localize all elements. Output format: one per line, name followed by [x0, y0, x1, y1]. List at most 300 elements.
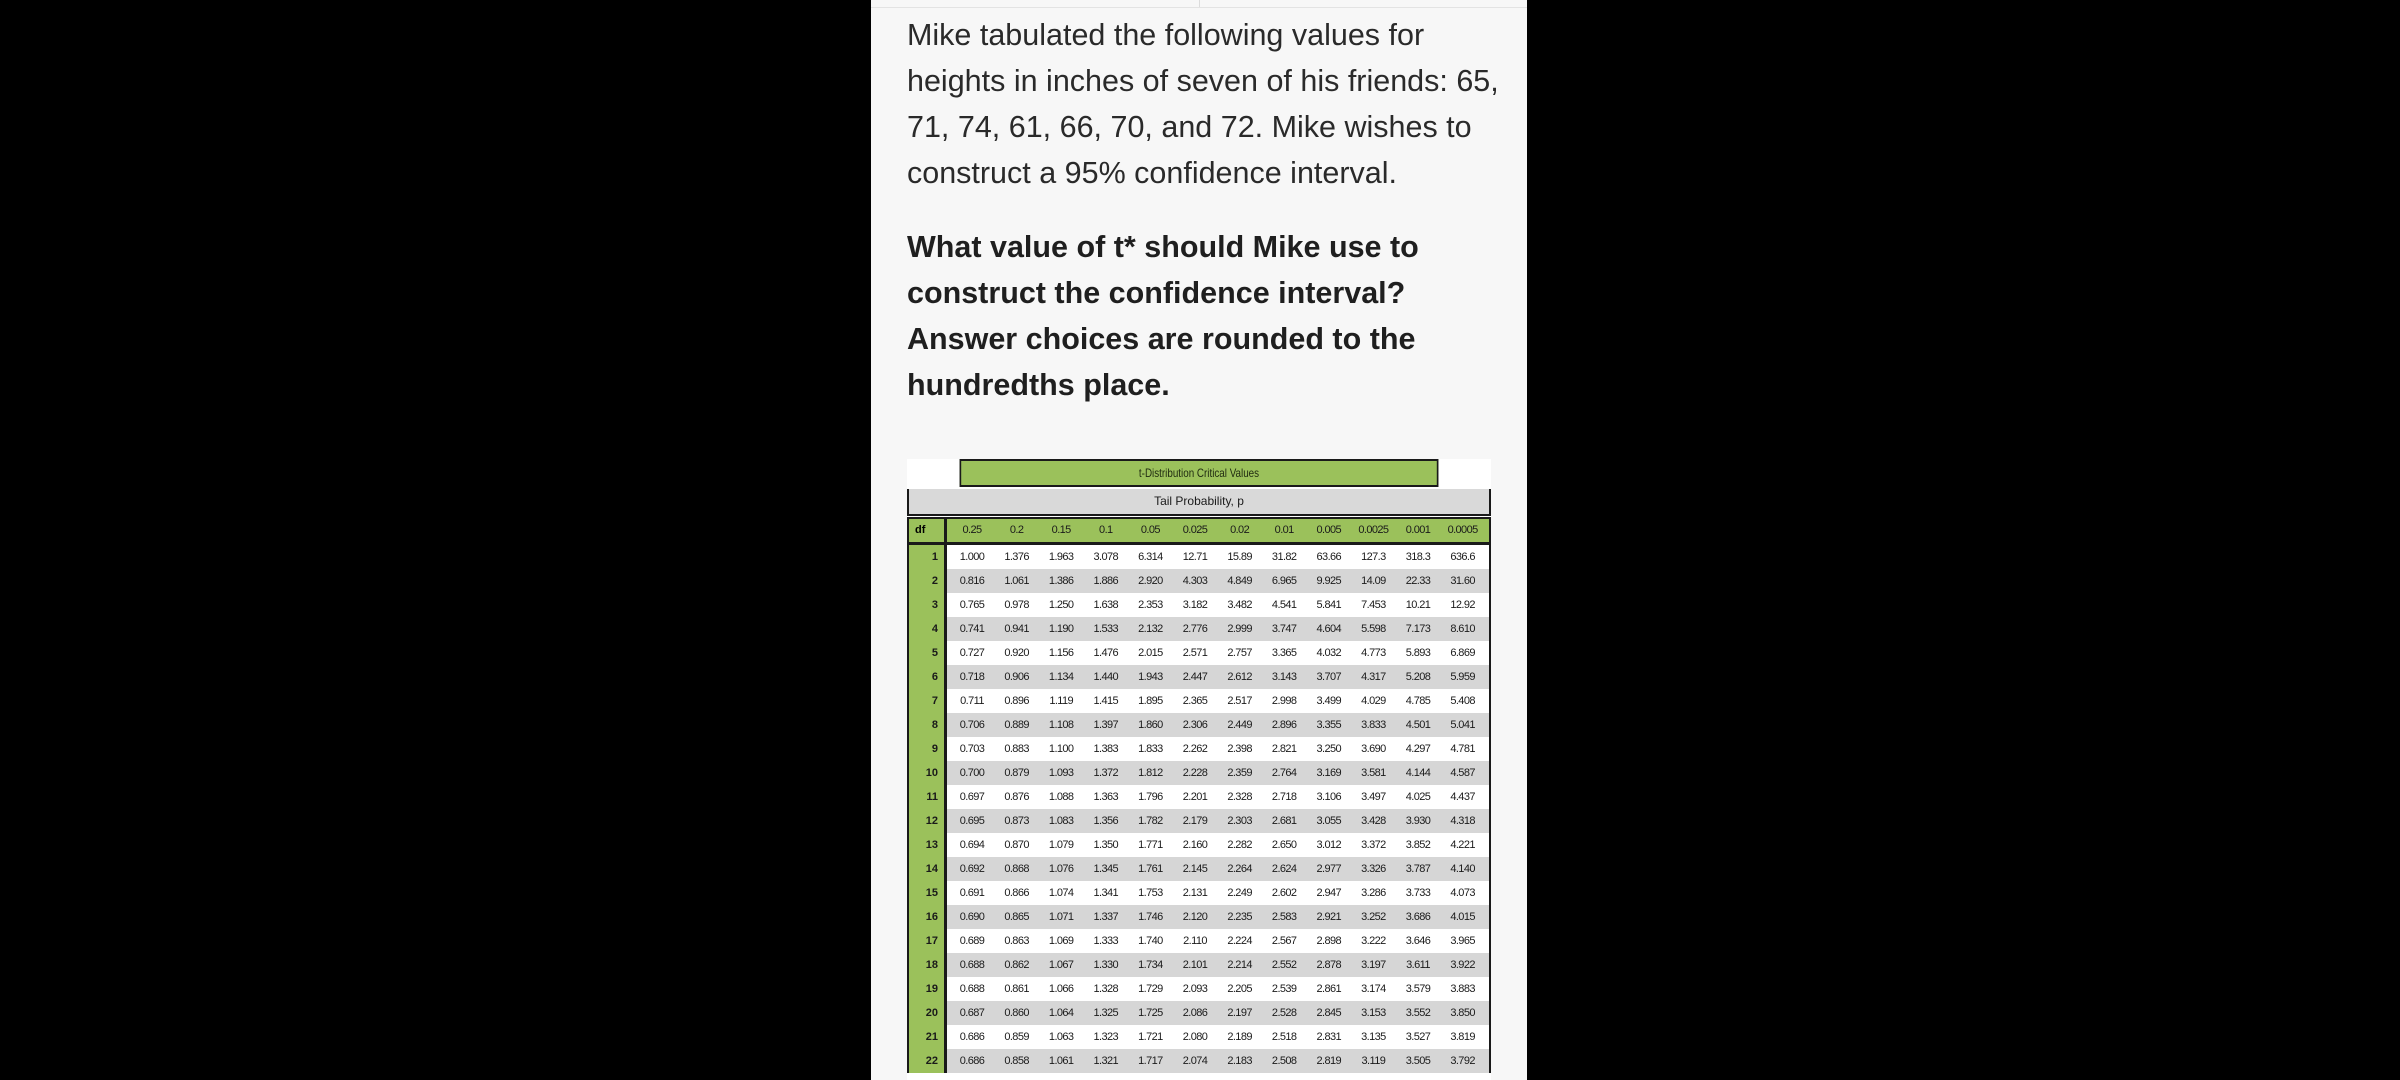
- table-cell: 2.998: [1271, 695, 1297, 707]
- df-cell: 16: [909, 905, 947, 929]
- table-row: [907, 857, 1491, 881]
- table-cell: 4.303: [1182, 575, 1208, 587]
- table-cell: 1.886: [1093, 575, 1119, 587]
- table-cell: 4.437: [1450, 791, 1475, 803]
- table-cell: 1.761: [1138, 863, 1163, 875]
- table-cell: 2.306: [1182, 719, 1208, 731]
- column-header: 0.0025: [1358, 524, 1389, 536]
- table-cell: 1.350: [1093, 839, 1119, 851]
- df-cell: 1: [909, 545, 947, 569]
- table-cell: 2.896: [1271, 719, 1297, 731]
- table-cell: 2.449: [1227, 719, 1252, 731]
- table-cell: 31.60: [1450, 575, 1475, 587]
- table-cell: 0.906: [1004, 671, 1029, 683]
- table-cell: 0.741: [959, 623, 985, 635]
- table-cell: 2.612: [1227, 671, 1252, 683]
- table-cell: 0.920: [1004, 647, 1029, 659]
- table-cell: 1.337: [1093, 911, 1119, 923]
- table-cell: 1.069: [1048, 935, 1074, 947]
- table-cell: 0.687: [959, 1007, 985, 1019]
- table-row: [907, 977, 1491, 1001]
- table-row: [907, 761, 1491, 785]
- table-cell: 3.143: [1271, 671, 1297, 683]
- table-cell: 3.169: [1316, 767, 1342, 779]
- table-cell: 3.497: [1361, 791, 1386, 803]
- df-cell: 21: [909, 1025, 947, 1049]
- table-cell: 2.583: [1271, 911, 1297, 923]
- table-cell: 3.965: [1450, 935, 1475, 947]
- table-cell: 0.861: [1004, 983, 1029, 995]
- df-cell: 8: [909, 713, 947, 737]
- table-cell: 3.174: [1361, 983, 1386, 995]
- df-cell: 6: [909, 665, 947, 689]
- table-cell: 4.025: [1405, 791, 1431, 803]
- table-cell: 2.650: [1271, 839, 1297, 851]
- table-cell: 0.718: [959, 671, 985, 683]
- table-cell: 4.073: [1450, 887, 1475, 899]
- table-cell: 4.029: [1361, 695, 1386, 707]
- table-cell: 3.250: [1316, 743, 1342, 755]
- column-header: 0.2: [1009, 524, 1024, 536]
- table-cell: 318.3: [1405, 551, 1431, 563]
- table-title: t-Distribution Critical Values: [960, 459, 1439, 487]
- table-cell: 0.691: [959, 887, 985, 899]
- table-cell: 1.833: [1138, 743, 1163, 755]
- table-cell: 4.541: [1271, 599, 1297, 611]
- table-cell: 1.533: [1093, 623, 1119, 635]
- table-cell: 2.160: [1182, 839, 1208, 851]
- table-cell: 2.235: [1227, 911, 1252, 923]
- table-cell: 2.303: [1227, 815, 1252, 827]
- table-cell: 4.317: [1361, 671, 1386, 683]
- table-cell: 2.179: [1182, 815, 1208, 827]
- table-cell: 3.833: [1361, 719, 1386, 731]
- table-cell: 2.571: [1182, 647, 1208, 659]
- table-cell: 1.363: [1093, 791, 1119, 803]
- table-cell: 14.09: [1361, 575, 1386, 587]
- table-cell: 4.785: [1405, 695, 1431, 707]
- table-cell: 6.965: [1271, 575, 1297, 587]
- table-cell: 2.264: [1227, 863, 1252, 875]
- table-cell: 2.086: [1182, 1007, 1208, 1019]
- table-cell: 2.228: [1182, 767, 1208, 779]
- table-cell: 0.978: [1004, 599, 1029, 611]
- table-cell: 2.977: [1316, 863, 1342, 875]
- table-cell: 2.224: [1227, 935, 1252, 947]
- table-cell: 5.841: [1316, 599, 1342, 611]
- table-row: [907, 929, 1491, 953]
- table-cell: 3.690: [1361, 743, 1386, 755]
- df-cell: 22: [909, 1049, 947, 1073]
- column-header: 0.0005: [1447, 524, 1478, 536]
- table-cell: 3.078: [1093, 551, 1119, 563]
- df-cell: 20: [909, 1001, 947, 1025]
- table-cell: 0.865: [1004, 911, 1029, 923]
- table-cell: 2.681: [1271, 815, 1297, 827]
- table-cell: 636.6: [1450, 551, 1475, 563]
- table-cell: 0.870: [1004, 839, 1029, 851]
- table-cell: 0.858: [1004, 1055, 1029, 1067]
- table-cell: 2.878: [1316, 959, 1342, 971]
- table-cell: 2.359: [1227, 767, 1252, 779]
- table-cell: 1.108: [1048, 719, 1074, 731]
- table-cell: 2.861: [1316, 983, 1342, 995]
- table-cell: 2.183: [1227, 1055, 1252, 1067]
- table-cell: 2.539: [1271, 983, 1297, 995]
- table-cell: 2.080: [1182, 1031, 1208, 1043]
- table-cell: 1.440: [1093, 671, 1119, 683]
- table-cell: 1.476: [1093, 647, 1119, 659]
- table-cell: 3.106: [1316, 791, 1342, 803]
- table-cell: 3.527: [1405, 1031, 1431, 1043]
- table-cell: 1.796: [1138, 791, 1163, 803]
- df-cell: 15: [909, 881, 947, 905]
- table-cell: 1.860: [1138, 719, 1163, 731]
- table-cell: 1.000: [959, 551, 985, 563]
- table-cell: 4.781: [1450, 743, 1475, 755]
- table-cell: 0.700: [959, 767, 985, 779]
- table-row: [907, 593, 1491, 617]
- df-cell: 5: [909, 641, 947, 665]
- table-row: [907, 569, 1491, 593]
- table-cell: 3.012: [1316, 839, 1342, 851]
- table-cell: 0.703: [959, 743, 985, 755]
- table-cell: 0.686: [959, 1031, 985, 1043]
- table-cell: 5.598: [1361, 623, 1386, 635]
- table-cell: 3.686: [1405, 911, 1431, 923]
- table-cell: 2.131: [1182, 887, 1208, 899]
- table-cell: 0.711: [960, 695, 984, 707]
- table-cell: 2.508: [1271, 1055, 1297, 1067]
- table-cell: 0.889: [1004, 719, 1029, 731]
- table-row: [907, 641, 1491, 665]
- table-cell: 3.153: [1361, 1007, 1386, 1019]
- column-header: 0.15: [1051, 524, 1071, 536]
- table-cell: 3.883: [1450, 983, 1475, 995]
- table-cell: 1.074: [1048, 887, 1074, 899]
- table-cell: 1.156: [1048, 647, 1074, 659]
- table-row: [907, 881, 1491, 905]
- column-header: 0.1: [1099, 524, 1113, 536]
- table-cell: 3.182: [1182, 599, 1208, 611]
- table-row: [907, 1049, 1491, 1073]
- table-cell: 2.214: [1227, 959, 1252, 971]
- t-distribution-table-image: [907, 459, 1491, 1080]
- table-cell: 2.920: [1138, 575, 1163, 587]
- table-cell: 2.015: [1138, 647, 1163, 659]
- df-cell: 7: [909, 689, 947, 713]
- table-row: [907, 665, 1491, 689]
- table-cell: 1.250: [1048, 599, 1074, 611]
- table-cell: 3.922: [1450, 959, 1475, 971]
- table-cell: 0.883: [1004, 743, 1029, 755]
- table-cell: 1.325: [1093, 1007, 1119, 1019]
- table-cell: 0.816: [959, 575, 985, 587]
- table-cell: 1.071: [1048, 911, 1074, 923]
- table-cell: 2.353: [1138, 599, 1163, 611]
- table-cell: 1.190: [1048, 623, 1074, 635]
- table-cell: 3.646: [1405, 935, 1431, 947]
- table-cell: 7.173: [1405, 623, 1431, 635]
- table-cell: 3.707: [1316, 671, 1342, 683]
- table-cell: 2.776: [1182, 623, 1208, 635]
- table-cell: 1.725: [1138, 1007, 1163, 1019]
- table-cell: 4.032: [1316, 647, 1342, 659]
- table-cell: 3.326: [1361, 863, 1386, 875]
- table-cell: 2.074: [1182, 1055, 1208, 1067]
- table-cell: 4.501: [1405, 719, 1431, 731]
- table-cell: 0.706: [959, 719, 985, 731]
- df-cell: 11: [909, 785, 947, 809]
- df-column-header: df: [909, 519, 947, 542]
- table-cell: 1.943: [1138, 671, 1163, 683]
- table-cell: 4.297: [1405, 743, 1431, 755]
- table-cell: 7.453: [1361, 599, 1386, 611]
- df-cell: 9: [909, 737, 947, 761]
- table-cell: 0.697: [959, 791, 985, 803]
- table-cell: 1.746: [1138, 911, 1163, 923]
- table-cell: 3.819: [1450, 1031, 1475, 1043]
- table-cell: 2.249: [1227, 887, 1252, 899]
- table-cell: 0.868: [1004, 863, 1029, 875]
- table-cell: 3.850: [1450, 1007, 1475, 1019]
- table-cell: 4.221: [1450, 839, 1475, 851]
- table-cell: 5.893: [1405, 647, 1431, 659]
- table-cell: 1.721: [1138, 1031, 1163, 1043]
- table-cell: 0.688: [959, 959, 985, 971]
- table-cell: 1.771: [1138, 839, 1163, 851]
- top-divider: [871, 7, 1527, 8]
- table-cell: 0.689: [959, 935, 985, 947]
- table-cell: 31.82: [1271, 551, 1297, 563]
- table-cell: 4.604: [1316, 623, 1342, 635]
- table-row: [907, 833, 1491, 857]
- table-cell: 1.415: [1093, 695, 1119, 707]
- table-cell: 127.3: [1361, 551, 1386, 563]
- df-cell: 18: [909, 953, 947, 977]
- table-cell: 3.733: [1405, 887, 1431, 899]
- table-cell: 2.552: [1271, 959, 1297, 971]
- table-cell: 1.061: [1048, 1055, 1074, 1067]
- table-cell: 1.061: [1004, 575, 1029, 587]
- table-cell: 3.365: [1271, 647, 1297, 659]
- table-cell: 0.686: [959, 1055, 985, 1067]
- column-header: 0.25: [962, 524, 982, 536]
- table-cell: 2.999: [1227, 623, 1252, 635]
- table-cell: 2.757: [1227, 647, 1252, 659]
- table-cell: 4.587: [1450, 767, 1475, 779]
- table-cell: 1.321: [1093, 1055, 1119, 1067]
- table-cell: 2.201: [1182, 791, 1208, 803]
- table-cell: 0.765: [959, 599, 985, 611]
- table-cell: 1.119: [1049, 695, 1074, 707]
- table-cell: 1.717: [1138, 1055, 1163, 1067]
- table-cell: 2.101: [1182, 959, 1208, 971]
- table-cell: 22.33: [1405, 575, 1431, 587]
- column-header: 0.01: [1274, 524, 1294, 536]
- table-row: [907, 1025, 1491, 1049]
- table-cell: 6.314: [1138, 551, 1163, 563]
- table-cell: 2.282: [1227, 839, 1252, 851]
- table-cell: 1.083: [1048, 815, 1074, 827]
- table-cell: 9.925: [1316, 575, 1342, 587]
- table-cell: 1.753: [1138, 887, 1163, 899]
- table-cell: 6.869: [1450, 647, 1475, 659]
- table-cell: 5.041: [1450, 719, 1475, 731]
- table-cell: 0.896: [1004, 695, 1029, 707]
- table-cell: 3.355: [1316, 719, 1342, 731]
- table-cell: 1.076: [1048, 863, 1074, 875]
- table-cell: 4.318: [1450, 815, 1475, 827]
- table-cell: 2.517: [1227, 695, 1252, 707]
- table-header-row: [907, 517, 1491, 545]
- table-cell: 1.383: [1093, 743, 1119, 755]
- df-cell: 4: [909, 617, 947, 641]
- table-cell: 1.812: [1138, 767, 1163, 779]
- table-cell: 1.386: [1048, 575, 1074, 587]
- table-cell: 0.688: [959, 983, 985, 995]
- table-cell: 1.734: [1138, 959, 1163, 971]
- table-cell: 0.941: [1004, 623, 1029, 635]
- top-divider-notch: [1199, 0, 1200, 7]
- table-cell: 2.821: [1271, 743, 1297, 755]
- table-cell: 1.333: [1093, 935, 1119, 947]
- table-subtitle: Tail Probability, p: [907, 489, 1491, 516]
- table-cell: 12.92: [1450, 599, 1475, 611]
- table-cell: 2.398: [1227, 743, 1252, 755]
- table-cell: 5.208: [1405, 671, 1431, 683]
- table-cell: 1.066: [1048, 983, 1074, 995]
- table-cell: 1.088: [1048, 791, 1074, 803]
- table-cell: 3.787: [1405, 863, 1431, 875]
- table-cell: 2.921: [1316, 911, 1342, 923]
- column-header: 0.05: [1140, 524, 1160, 536]
- problem-prompt: Mike tabulated the following values for heights in inches of seven of his friends: 65, 71, 74, 61, 66, 70, and 72. Mike wishes to construct a 95% confidence interval.: [907, 18, 1499, 190]
- table-cell: 1.079: [1048, 839, 1074, 851]
- column-header: 0.001: [1405, 524, 1431, 536]
- table-row: [907, 617, 1491, 641]
- table-row: [907, 713, 1491, 737]
- table-cell: 3.286: [1361, 887, 1386, 899]
- table-cell: 3.428: [1361, 815, 1386, 827]
- table-cell: 3.222: [1361, 935, 1386, 947]
- table-cell: 4.849: [1227, 575, 1252, 587]
- df-cell: 14: [909, 857, 947, 881]
- table-cell: 1.093: [1048, 767, 1074, 779]
- table-cell: 2.567: [1271, 935, 1297, 947]
- table-cell: 4.144: [1405, 767, 1431, 779]
- table-cell: 3.135: [1361, 1031, 1386, 1043]
- table-cell: 1.345: [1093, 863, 1119, 875]
- table-cell: 0.873: [1004, 815, 1029, 827]
- column-header: 0.025: [1182, 524, 1208, 536]
- table-cell: 1.372: [1093, 767, 1119, 779]
- table-cell: 2.819: [1316, 1055, 1342, 1067]
- table-cell: 1.376: [1004, 551, 1029, 563]
- table-row: [907, 905, 1491, 929]
- table-cell: 1.895: [1138, 695, 1163, 707]
- table-cell: 1.323: [1093, 1031, 1119, 1043]
- table-cell: 3.499: [1316, 695, 1342, 707]
- table-cell: 2.764: [1271, 767, 1297, 779]
- table-row: [907, 1001, 1491, 1025]
- table-cell: 2.365: [1182, 695, 1208, 707]
- problem-question: What value of t* should Mike use to construct the confidence interval? Answer choices are rounded to the hundredths place.: [907, 230, 1419, 402]
- table-cell: 2.110: [1183, 935, 1207, 947]
- table-cell: 1.638: [1093, 599, 1119, 611]
- table-cell: 1.356: [1093, 815, 1119, 827]
- table-row: [907, 689, 1491, 713]
- table-row: [907, 785, 1491, 809]
- table-cell: 3.792: [1450, 1055, 1475, 1067]
- table-cell: 8.610: [1450, 623, 1475, 635]
- table-cell: 0.727: [959, 647, 985, 659]
- df-cell: 17: [909, 929, 947, 953]
- table-cell: 0.866: [1004, 887, 1029, 899]
- table-cell: 63.66: [1316, 551, 1342, 563]
- table-cell: 1.064: [1048, 1007, 1074, 1019]
- table-cell: 2.145: [1182, 863, 1208, 875]
- table-cell: 2.831: [1316, 1031, 1342, 1043]
- table-cell: 2.189: [1227, 1031, 1252, 1043]
- table-cell: 15.89: [1227, 551, 1252, 563]
- table-cell: 1.134: [1048, 671, 1074, 683]
- table-cell: 0.690: [959, 911, 985, 923]
- table-cell: 3.611: [1406, 959, 1430, 971]
- table-cell: 0.860: [1004, 1007, 1029, 1019]
- df-cell: 13: [909, 833, 947, 857]
- table-cell: 5.959: [1450, 671, 1475, 683]
- table-cell: 5.408: [1450, 695, 1475, 707]
- df-cell: 10: [909, 761, 947, 785]
- table-cell: 0.879: [1004, 767, 1029, 779]
- table-cell: 2.093: [1182, 983, 1208, 995]
- table-cell: 12.71: [1182, 551, 1208, 563]
- question-content: [907, 12, 1507, 408]
- table-cell: 2.205: [1227, 983, 1252, 995]
- table-cell: 4.140: [1450, 863, 1475, 875]
- df-cell: 3: [909, 593, 947, 617]
- table-cell: 3.197: [1361, 959, 1386, 971]
- table-row: [907, 953, 1491, 977]
- table-cell: 1.740: [1138, 935, 1163, 947]
- table-cell: 2.328: [1227, 791, 1252, 803]
- table-cell: 2.518: [1271, 1031, 1297, 1043]
- table-cell: 2.120: [1182, 911, 1208, 923]
- table-cell: 1.330: [1093, 959, 1119, 971]
- table-cell: 2.624: [1271, 863, 1297, 875]
- table-cell: 1.963: [1048, 551, 1074, 563]
- table-cell: 2.845: [1316, 1007, 1342, 1019]
- table-row: [907, 809, 1491, 833]
- table-cell: 0.876: [1004, 791, 1029, 803]
- table-cell: 10.21: [1405, 599, 1431, 611]
- df-cell: 19: [909, 977, 947, 1001]
- table-cell: 3.372: [1361, 839, 1386, 851]
- table-cell: 3.747: [1271, 623, 1297, 635]
- table-cell: 3.552: [1405, 1007, 1431, 1019]
- table-cell: 0.862: [1004, 959, 1029, 971]
- table-cell: 2.718: [1271, 791, 1297, 803]
- table-cell: 2.262: [1182, 743, 1208, 755]
- table-row: [907, 545, 1491, 569]
- table-cell: 1.782: [1138, 815, 1163, 827]
- table-cell: 3.852: [1405, 839, 1431, 851]
- table-cell: 1.063: [1048, 1031, 1074, 1043]
- table-cell: 2.447: [1182, 671, 1208, 683]
- table-cell: 4.015: [1450, 911, 1475, 923]
- table-cell: 3.482: [1227, 599, 1252, 611]
